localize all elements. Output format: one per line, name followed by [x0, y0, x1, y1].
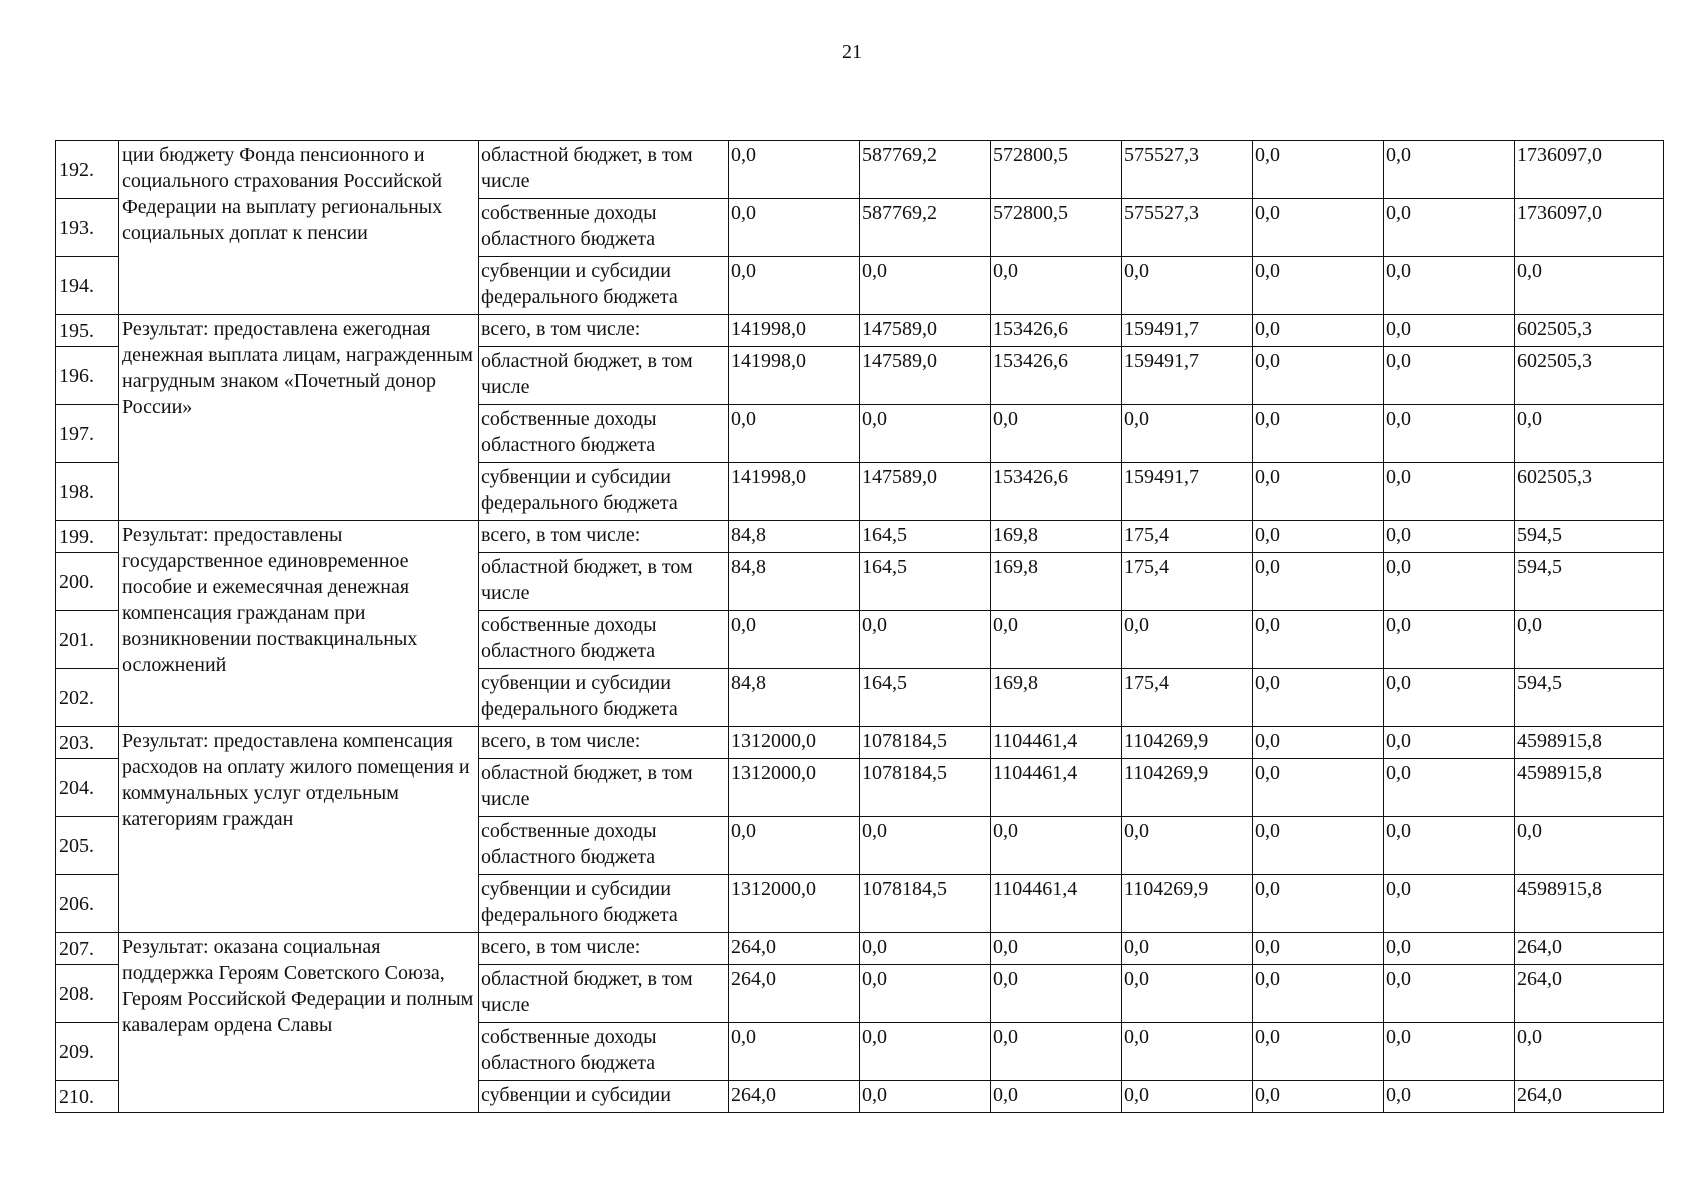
year-value: 0,0	[1384, 315, 1515, 347]
year-value: 0,0	[1253, 553, 1384, 611]
year-value: 0,0	[991, 817, 1122, 875]
total-value: 0,0	[1515, 1023, 1664, 1081]
year-value: 0,0	[1384, 347, 1515, 405]
year-value: 147589,0	[860, 315, 991, 347]
row-number: 193.	[56, 199, 119, 257]
year-value: 0,0	[1384, 141, 1515, 199]
year-value: 0,0	[729, 141, 860, 199]
year-value: 0,0	[1253, 759, 1384, 817]
year-value: 141998,0	[729, 347, 860, 405]
year-value: 0,0	[1253, 933, 1384, 965]
year-value: 0,0	[991, 1023, 1122, 1081]
year-value: 0,0	[729, 1023, 860, 1081]
year-value: 264,0	[729, 965, 860, 1023]
year-value: 169,8	[991, 521, 1122, 553]
funding-source: всего, в том числе:	[479, 933, 729, 965]
row-number: 209.	[56, 1023, 119, 1081]
year-value: 0,0	[1122, 817, 1253, 875]
result-description: ции бюджету Фонда пенсионного и социального страхования Российской Федерации на выплату региональных социальных доплат к пенсии	[119, 141, 479, 315]
year-value: 0,0	[1253, 347, 1384, 405]
year-value: 164,5	[860, 521, 991, 553]
year-value: 175,4	[1122, 669, 1253, 727]
year-value: 0,0	[1253, 1081, 1384, 1113]
year-value: 1104269,9	[1122, 875, 1253, 933]
funding-source: собственные доходы областного бюджета	[479, 817, 729, 875]
total-value: 0,0	[1515, 405, 1664, 463]
year-value: 587769,2	[860, 199, 991, 257]
year-value: 0,0	[1253, 875, 1384, 933]
result-description: Результат: предоставлена ежегодная денежная выплата лицам, награжденным нагрудным знаком «Почетный донор России»	[119, 315, 479, 521]
row-number: 201.	[56, 611, 119, 669]
funding-source: субвенции и субсидии федерального бюджета	[479, 257, 729, 315]
year-value: 84,8	[729, 553, 860, 611]
table-row	[56, 933, 1664, 965]
year-value: 0,0	[729, 257, 860, 315]
funding-source: областной бюджет, в том числе	[479, 553, 729, 611]
total-value: 602505,3	[1515, 315, 1664, 347]
year-value: 0,0	[1253, 1023, 1384, 1081]
row-number: 196.	[56, 347, 119, 405]
year-value: 0,0	[1253, 611, 1384, 669]
year-value: 0,0	[1253, 727, 1384, 759]
funding-source: всего, в том числе:	[479, 315, 729, 347]
row-number: 204.	[56, 759, 119, 817]
year-value: 159491,7	[1122, 347, 1253, 405]
year-value: 84,8	[729, 521, 860, 553]
funding-source: субвенции и субсидии федерального бюджета	[479, 669, 729, 727]
year-value: 0,0	[1384, 965, 1515, 1023]
year-value: 169,8	[991, 553, 1122, 611]
year-value: 0,0	[1122, 611, 1253, 669]
year-value: 0,0	[860, 611, 991, 669]
year-value: 0,0	[1253, 257, 1384, 315]
total-value: 594,5	[1515, 521, 1664, 553]
year-value: 175,4	[1122, 553, 1253, 611]
year-value: 264,0	[729, 1081, 860, 1113]
year-value: 153426,6	[991, 463, 1122, 521]
total-value: 264,0	[1515, 965, 1664, 1023]
row-number: 208.	[56, 965, 119, 1023]
funding-source: всего, в том числе:	[479, 727, 729, 759]
total-value: 264,0	[1515, 933, 1664, 965]
year-value: 0,0	[991, 1081, 1122, 1113]
total-value: 4598915,8	[1515, 875, 1664, 933]
funding-source: областной бюджет, в том числе	[479, 759, 729, 817]
year-value: 1078184,5	[860, 727, 991, 759]
year-value: 0,0	[860, 1081, 991, 1113]
year-value: 1104461,4	[991, 759, 1122, 817]
year-value: 0,0	[1384, 669, 1515, 727]
funding-source: областной бюджет, в том числе	[479, 141, 729, 199]
year-value: 0,0	[991, 611, 1122, 669]
year-value: 1078184,5	[860, 759, 991, 817]
year-value: 0,0	[1384, 611, 1515, 669]
year-value: 0,0	[1384, 875, 1515, 933]
year-value: 0,0	[1384, 553, 1515, 611]
year-value: 0,0	[860, 1023, 991, 1081]
year-value: 0,0	[1384, 1023, 1515, 1081]
year-value: 0,0	[1384, 463, 1515, 521]
year-value: 175,4	[1122, 521, 1253, 553]
year-value: 0,0	[860, 933, 991, 965]
year-value: 0,0	[1122, 257, 1253, 315]
total-value: 594,5	[1515, 669, 1664, 727]
year-value: 153426,6	[991, 315, 1122, 347]
year-value: 572800,5	[991, 141, 1122, 199]
table-row	[56, 521, 1664, 553]
budget-table-body	[56, 141, 1664, 1113]
year-value: 0,0	[1253, 315, 1384, 347]
year-value: 0,0	[1122, 1023, 1253, 1081]
budget-table	[55, 140, 1664, 1113]
year-value: 0,0	[729, 611, 860, 669]
year-value: 0,0	[1122, 405, 1253, 463]
total-value: 602505,3	[1515, 463, 1664, 521]
page-number: 21	[842, 41, 862, 63]
funding-source: субвенции и субсидии	[479, 1081, 729, 1113]
year-value: 0,0	[860, 405, 991, 463]
year-value: 153426,6	[991, 347, 1122, 405]
row-number: 199.	[56, 521, 119, 553]
year-value: 159491,7	[1122, 463, 1253, 521]
result-description: Результат: оказана социальная поддержка Героям Советского Союза, Героям Российской Федерации и полным кавалерам ордена Славы	[119, 933, 479, 1113]
year-value: 0,0	[991, 257, 1122, 315]
funding-source: областной бюджет, в том числе	[479, 347, 729, 405]
year-value: 159491,7	[1122, 315, 1253, 347]
total-value: 264,0	[1515, 1081, 1664, 1113]
year-value: 0,0	[729, 817, 860, 875]
year-value: 0,0	[1384, 521, 1515, 553]
row-number: 205.	[56, 817, 119, 875]
year-value: 147589,0	[860, 347, 991, 405]
row-number: 202.	[56, 669, 119, 727]
year-value: 0,0	[991, 965, 1122, 1023]
year-value: 0,0	[1253, 405, 1384, 463]
row-number: 206.	[56, 875, 119, 933]
year-value: 0,0	[1253, 669, 1384, 727]
result-description: Результат: предоставлена компенсация расходов на оплату жилого помещения и коммунальных услуг отдельным категориям граждан	[119, 727, 479, 933]
row-number: 198.	[56, 463, 119, 521]
year-value: 0,0	[1384, 727, 1515, 759]
year-value: 164,5	[860, 553, 991, 611]
total-value: 594,5	[1515, 553, 1664, 611]
year-value: 0,0	[1384, 933, 1515, 965]
total-value: 4598915,8	[1515, 727, 1664, 759]
row-number: 210.	[56, 1081, 119, 1113]
year-value: 169,8	[991, 669, 1122, 727]
funding-source: собственные доходы областного бюджета	[479, 1023, 729, 1081]
year-value: 1312000,0	[729, 727, 860, 759]
funding-source: субвенции и субсидии федерального бюджета	[479, 463, 729, 521]
year-value: 0,0	[1253, 463, 1384, 521]
year-value: 1312000,0	[729, 759, 860, 817]
year-value: 0,0	[860, 965, 991, 1023]
year-value: 0,0	[1384, 405, 1515, 463]
year-value: 587769,2	[860, 141, 991, 199]
year-value: 0,0	[991, 405, 1122, 463]
year-value: 1104269,9	[1122, 727, 1253, 759]
year-value: 1104269,9	[1122, 759, 1253, 817]
year-value: 0,0	[1122, 1081, 1253, 1113]
total-value: 1736097,0	[1515, 141, 1664, 199]
year-value: 1104461,4	[991, 875, 1122, 933]
year-value: 0,0	[1253, 141, 1384, 199]
year-value: 141998,0	[729, 315, 860, 347]
year-value: 572800,5	[991, 199, 1122, 257]
total-value: 0,0	[1515, 817, 1664, 875]
row-number: 194.	[56, 257, 119, 315]
year-value: 0,0	[1384, 257, 1515, 315]
funding-source: собственные доходы областного бюджета	[479, 611, 729, 669]
year-value: 0,0	[1253, 521, 1384, 553]
funding-source: субвенции и субсидии федерального бюджета	[479, 875, 729, 933]
funding-source: собственные доходы областного бюджета	[479, 199, 729, 257]
total-value: 4598915,8	[1515, 759, 1664, 817]
funding-source: областной бюджет, в том числе	[479, 965, 729, 1023]
year-value: 0,0	[729, 199, 860, 257]
year-value: 84,8	[729, 669, 860, 727]
year-value: 0,0	[1384, 817, 1515, 875]
total-value: 1736097,0	[1515, 199, 1664, 257]
row-number: 203.	[56, 727, 119, 759]
year-value: 1078184,5	[860, 875, 991, 933]
year-value: 0,0	[1384, 759, 1515, 817]
year-value: 0,0	[860, 817, 991, 875]
year-value: 0,0	[1384, 199, 1515, 257]
year-value: 0,0	[1384, 1081, 1515, 1113]
row-number: 200.	[56, 553, 119, 611]
year-value: 141998,0	[729, 463, 860, 521]
year-value: 164,5	[860, 669, 991, 727]
table-row	[56, 141, 1664, 199]
year-value: 0,0	[1122, 933, 1253, 965]
total-value: 602505,3	[1515, 347, 1664, 405]
year-value: 0,0	[1253, 199, 1384, 257]
row-number: 195.	[56, 315, 119, 347]
result-description: Результат: предоставлены государственное единовременное пособие и ежемесячная денежная компенсация гражданам при возникновении поствакцинальных осложнений	[119, 521, 479, 727]
row-number: 207.	[56, 933, 119, 965]
year-value: 1104461,4	[991, 727, 1122, 759]
total-value: 0,0	[1515, 257, 1664, 315]
year-value: 1312000,0	[729, 875, 860, 933]
year-value: 0,0	[860, 257, 991, 315]
year-value: 575527,3	[1122, 141, 1253, 199]
year-value: 0,0	[991, 933, 1122, 965]
table-row	[56, 315, 1664, 347]
row-number: 192.	[56, 141, 119, 199]
year-value: 0,0	[729, 405, 860, 463]
year-value: 575527,3	[1122, 199, 1253, 257]
year-value: 0,0	[1253, 965, 1384, 1023]
total-value: 0,0	[1515, 611, 1664, 669]
year-value: 264,0	[729, 933, 860, 965]
table-row	[56, 727, 1664, 759]
row-number: 197.	[56, 405, 119, 463]
year-value: 0,0	[1122, 965, 1253, 1023]
year-value: 147589,0	[860, 463, 991, 521]
funding-source: собственные доходы областного бюджета	[479, 405, 729, 463]
funding-source: всего, в том числе:	[479, 521, 729, 553]
year-value: 0,0	[1253, 817, 1384, 875]
